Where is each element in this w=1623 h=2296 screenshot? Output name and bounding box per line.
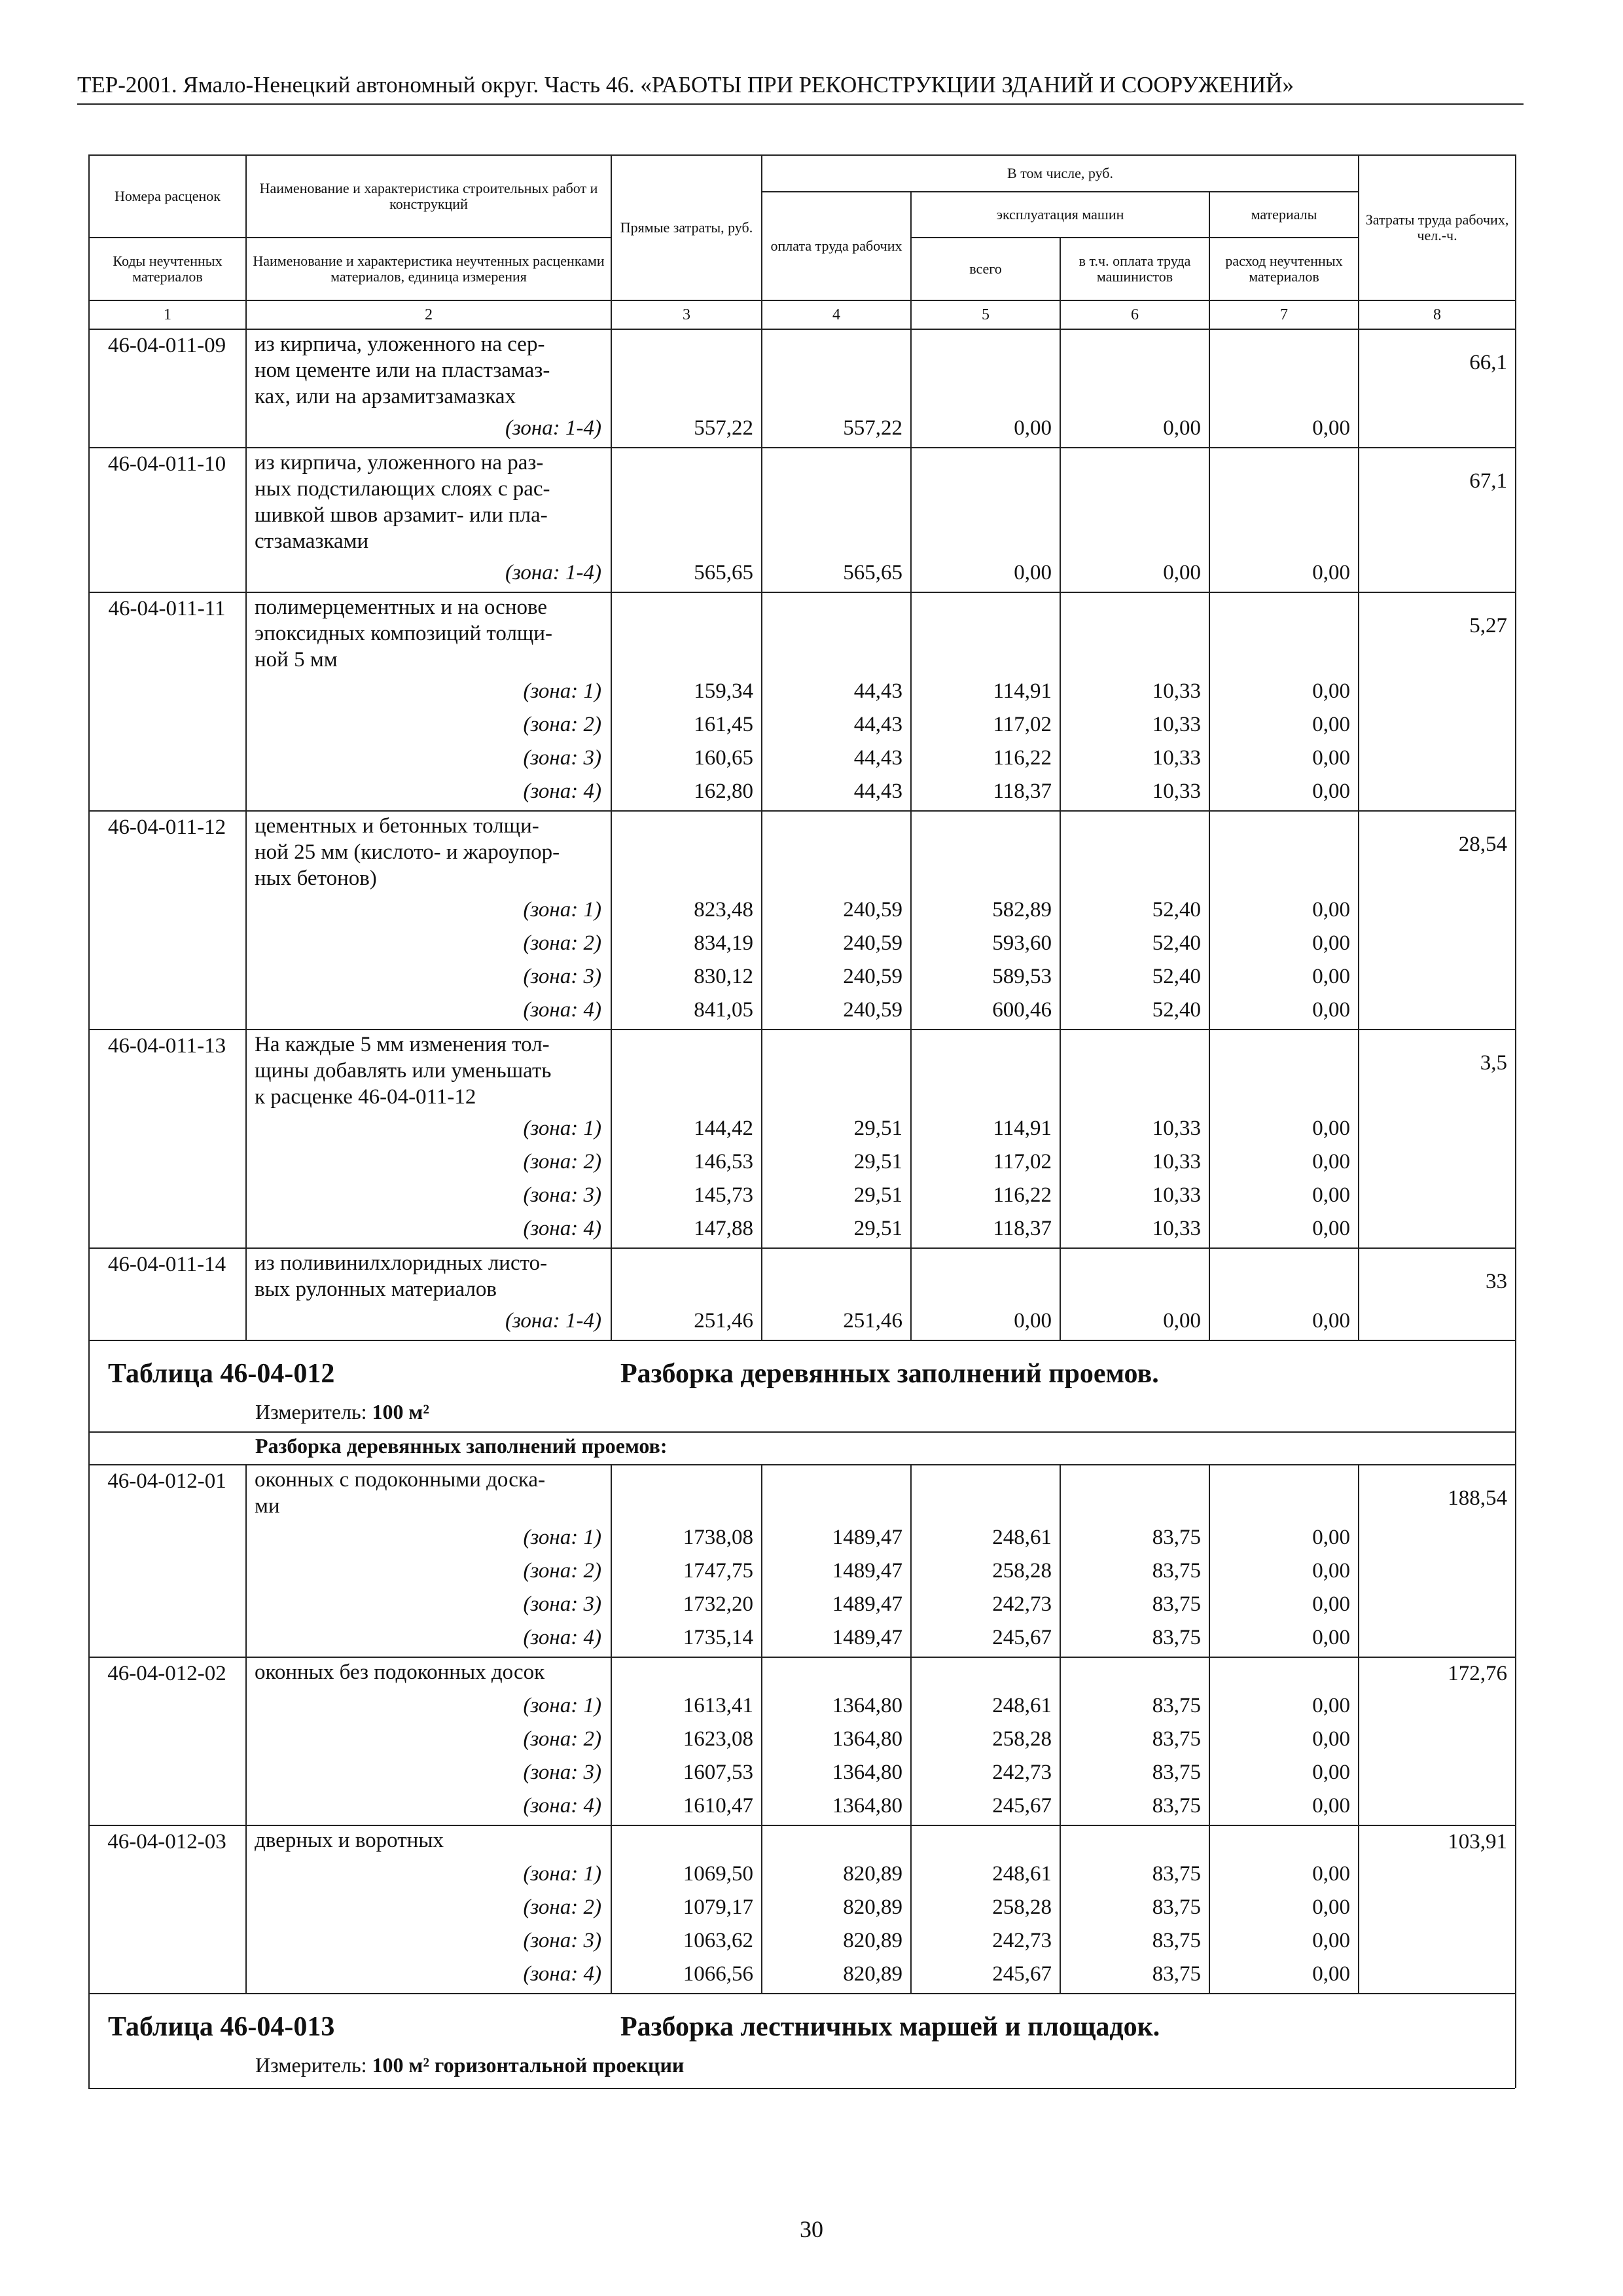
column-divider	[88, 1431, 90, 1464]
price-value: 1735,14	[683, 1626, 753, 1649]
row-divider	[88, 1825, 1515, 1826]
price-value: 600,46	[992, 998, 1052, 1022]
price-value: 1364,80	[832, 1794, 902, 1818]
zone-label: (зона: 3)	[523, 746, 601, 770]
price-value: 820,89	[843, 1962, 902, 1986]
column-divider	[910, 1464, 912, 1993]
rate-description: из кирпича, уложенного на раз-	[255, 451, 544, 475]
zone-label: (зона: 3)	[523, 1592, 601, 1616]
hdr-machines-total: всего	[911, 238, 1060, 300]
price-value: 10,33	[1152, 1150, 1201, 1174]
rate-description: эпоксидных композиций толщи-	[255, 622, 552, 645]
price-value: 29,51	[853, 1183, 902, 1207]
column-divider	[1358, 1464, 1359, 1993]
price-value: 240,59	[843, 898, 902, 922]
price-value: 0,00	[1312, 416, 1350, 440]
price-value: 1489,47	[832, 1592, 902, 1616]
column-divider	[88, 1340, 90, 1431]
row-divider	[88, 1464, 1515, 1465]
labor-cost: 5,27	[1469, 614, 1507, 637]
page-number: 30	[800, 2216, 823, 2242]
price-value: 1489,47	[832, 1526, 902, 1549]
col-number: 8	[1359, 300, 1516, 329]
price-value: 0,00	[1312, 679, 1350, 703]
zone-label: (зона: 2)	[523, 1895, 601, 1919]
col-number: 2	[246, 300, 611, 329]
price-value: 29,51	[853, 1150, 902, 1174]
price-value: 0,00	[1312, 1183, 1350, 1207]
meter-label: Измеритель:	[255, 1400, 372, 1424]
column-divider	[1209, 329, 1210, 1340]
rate-description: дверных и воротных	[255, 1829, 444, 1852]
price-value: 114,91	[993, 1117, 1052, 1140]
zone-label: (зона: 1)	[523, 1694, 601, 1717]
meter-value: 100 м²	[372, 1400, 429, 1424]
price-value: 248,61	[992, 1862, 1052, 1886]
hdr-material-codes: Коды неучтенных материалов	[89, 238, 246, 300]
zone-label: (зона: 1)	[523, 679, 601, 703]
hdr-machines: эксплуатация машин	[911, 192, 1209, 238]
price-value: 114,91	[993, 679, 1052, 703]
rate-description: вых рулонных материалов	[255, 1278, 497, 1301]
rate-description: ной 5 мм	[255, 648, 338, 672]
price-value: 83,75	[1152, 1526, 1201, 1549]
price-value: 1732,20	[683, 1592, 753, 1616]
col-number: 7	[1209, 300, 1359, 329]
rate-description: из кирпича, уложенного на сер-	[255, 332, 545, 356]
price-value: 1364,80	[832, 1761, 902, 1784]
price-value: 1738,08	[683, 1526, 753, 1549]
rate-code: 46-04-011-09	[107, 334, 226, 357]
price-value: 245,67	[992, 1794, 1052, 1818]
price-value: 146,53	[694, 1150, 753, 1174]
rate-description: ных бетонов)	[255, 867, 377, 890]
table-meter	[255, 2053, 684, 2077]
table-title: Разборка деревянных заполнений проемов.	[620, 1359, 1159, 1389]
column-divider	[1515, 329, 1516, 1340]
price-value: 0,00	[1312, 1117, 1350, 1140]
hdr-work-name: Наименование и характеристика строительных работ и конструкций	[246, 155, 611, 238]
rate-description: ной 25 мм (кислото- и жароупор-	[255, 840, 560, 864]
labor-cost: 188,54	[1448, 1486, 1507, 1510]
price-value: 240,59	[843, 931, 902, 955]
column-divider	[1358, 329, 1359, 1340]
price-value: 0,00	[1014, 561, 1052, 584]
price-value: 10,33	[1152, 713, 1201, 736]
price-value: 258,28	[992, 1895, 1052, 1919]
column-divider	[1515, 1993, 1516, 2088]
price-value: 10,33	[1152, 780, 1201, 803]
price-value: 834,19	[694, 931, 753, 955]
price-value: 1607,53	[683, 1761, 753, 1784]
column-divider	[761, 1464, 762, 1993]
price-value: 0,00	[1014, 1309, 1052, 1333]
table-id: Таблица 46-04-012	[108, 1359, 335, 1389]
price-value: 0,00	[1312, 1559, 1350, 1583]
price-value: 582,89	[992, 898, 1052, 922]
column-divider	[611, 1464, 612, 1993]
rate-code: 46-04-012-01	[107, 1469, 226, 1493]
zone-label: (зона: 3)	[523, 1183, 601, 1207]
price-value: 83,75	[1152, 1862, 1201, 1886]
price-value: 242,73	[992, 1761, 1052, 1784]
zone-label: (зона: 1-4)	[505, 561, 601, 584]
price-value: 240,59	[843, 998, 902, 1022]
zone-label: (зона: 1-4)	[505, 1309, 601, 1333]
price-value: 147,88	[694, 1217, 753, 1240]
row-divider	[88, 1993, 1515, 1994]
labor-cost: 28,54	[1458, 833, 1507, 856]
price-value: 1069,50	[683, 1862, 753, 1886]
price-value: 0,00	[1312, 1694, 1350, 1717]
price-value: 83,75	[1152, 1895, 1201, 1919]
hdr-direct-costs: Прямые затраты, руб.	[611, 155, 762, 300]
labor-cost: 103,91	[1448, 1830, 1507, 1854]
price-value: 83,75	[1152, 1929, 1201, 1952]
rate-code: 46-04-011-10	[107, 452, 226, 476]
price-value: 823,48	[694, 898, 753, 922]
price-value: 83,75	[1152, 1962, 1201, 1986]
price-value: 1066,56	[683, 1962, 753, 1986]
price-value: 83,75	[1152, 1626, 1201, 1649]
price-value: 1364,80	[832, 1727, 902, 1751]
rate-description: ных подстилающих слоях с рас-	[255, 477, 550, 501]
column-divider	[1060, 329, 1061, 1340]
hdr-material-usage: расход неучтенных материалов	[1209, 238, 1359, 300]
price-value: 565,65	[843, 561, 902, 584]
price-value: 1489,47	[832, 1626, 902, 1649]
rate-description: ках, или на арзамитзамазках	[255, 385, 516, 408]
price-value: 44,43	[853, 780, 902, 803]
rate-description: оконных без подоконных досок	[255, 1660, 545, 1684]
zone-label: (зона: 1)	[523, 1117, 601, 1140]
hdr-materials: материалы	[1209, 192, 1359, 238]
price-value: 117,02	[993, 1150, 1052, 1174]
price-value: 117,02	[993, 713, 1052, 736]
price-value: 820,89	[843, 1895, 902, 1919]
col-number: 1	[89, 300, 246, 329]
section-title: Разборка деревянных заполнений проемов:	[255, 1434, 668, 1458]
zone-label: (зона: 4)	[523, 1794, 601, 1818]
column-divider	[611, 329, 612, 1340]
price-value: 242,73	[992, 1929, 1052, 1952]
price-value: 820,89	[843, 1929, 902, 1952]
price-value: 118,37	[993, 1217, 1052, 1240]
column-divider	[761, 329, 762, 1340]
price-value: 0,00	[1312, 1150, 1350, 1174]
price-value: 83,75	[1152, 1694, 1201, 1717]
rate-code: 46-04-011-12	[107, 816, 226, 839]
price-value: 1079,17	[683, 1895, 753, 1919]
zone-label: (зона: 1)	[523, 1526, 601, 1549]
zone-label: (зона: 1)	[523, 1862, 601, 1886]
price-value: 160,65	[694, 746, 753, 770]
price-value: 116,22	[993, 1183, 1052, 1207]
column-divider	[1060, 1464, 1061, 1993]
rate-description: из поливинилхлоридных листо-	[255, 1251, 548, 1275]
price-value: 0,00	[1312, 1626, 1350, 1649]
zone-label: (зона: 4)	[523, 1962, 601, 1986]
price-value: 248,61	[992, 1694, 1052, 1717]
price-value: 242,73	[992, 1592, 1052, 1616]
price-value: 1063,62	[683, 1929, 753, 1952]
price-value: 116,22	[993, 746, 1052, 770]
price-value: 83,75	[1152, 1559, 1201, 1583]
price-value: 589,53	[992, 965, 1052, 988]
rate-description: шивкой швов арзамит- или пла-	[255, 503, 548, 527]
hdr-rate-numbers: Номера расценок	[89, 155, 246, 238]
meter-value: 100 м² горизонтальной проекции	[372, 2053, 685, 2077]
price-value: 0,00	[1312, 1895, 1350, 1919]
rate-description: На каждые 5 мм изменения тол-	[255, 1033, 550, 1056]
price-value: 10,33	[1152, 1117, 1201, 1140]
row-divider	[88, 447, 1515, 448]
rate-description: цементных и бетонных толщи-	[255, 814, 539, 838]
rate-description: щины добавлять или уменьшать	[255, 1059, 552, 1083]
price-value: 0,00	[1312, 1962, 1350, 1986]
price-value: 248,61	[992, 1526, 1052, 1549]
rate-code: 46-04-012-02	[107, 1662, 226, 1685]
labor-cost: 66,1	[1469, 351, 1507, 374]
labor-cost: 67,1	[1469, 469, 1507, 493]
rate-description: стзамазками	[255, 529, 369, 553]
column-divider	[910, 329, 912, 1340]
page-header: ТЕР-2001. Ямало-Ненецкий автономный округ. Часть 46. «РАБОТЫ ПРИ РЕКОНСТРУКЦИИ ЗДАНИЙ И СООРУЖЕНИЙ»	[77, 72, 1524, 105]
hdr-machinist-pay: в т.ч. оплата труда машинистов	[1060, 238, 1209, 300]
price-value: 830,12	[694, 965, 753, 988]
price-value: 0,00	[1163, 1309, 1201, 1333]
price-value: 557,22	[694, 416, 753, 440]
price-value: 820,89	[843, 1862, 902, 1886]
rate-code: 46-04-011-11	[108, 597, 226, 620]
price-value: 0,00	[1014, 416, 1052, 440]
col-number: 4	[762, 300, 911, 329]
price-value: 144,42	[694, 1117, 753, 1140]
meter-label: Измеритель:	[255, 2053, 372, 2077]
price-value: 10,33	[1152, 746, 1201, 770]
price-value: 44,43	[853, 679, 902, 703]
price-value: 841,05	[694, 998, 753, 1022]
col-number: 3	[611, 300, 762, 329]
price-value: 52,40	[1152, 965, 1201, 988]
rate-code: 46-04-012-03	[107, 1830, 226, 1854]
row-divider	[88, 592, 1515, 593]
zone-label: (зона: 1)	[523, 898, 601, 922]
column-divider	[245, 1464, 247, 1993]
price-value: 52,40	[1152, 998, 1201, 1022]
price-value: 29,51	[853, 1117, 902, 1140]
price-value: 245,67	[992, 1962, 1052, 1986]
price-value: 565,65	[694, 561, 753, 584]
labor-cost: 3,5	[1480, 1051, 1507, 1075]
price-value: 44,43	[853, 713, 902, 736]
price-value: 10,33	[1152, 1217, 1201, 1240]
hdr-labor: Затраты труда рабочих, чел.-ч.	[1359, 155, 1516, 300]
price-value: 1747,75	[683, 1559, 753, 1583]
rate-description: полимерцементных и на основе	[255, 596, 548, 619]
zone-label: (зона: 3)	[523, 1761, 601, 1784]
zone-label: (зона: 4)	[523, 998, 601, 1022]
price-value: 0,00	[1312, 1526, 1350, 1549]
row-divider	[88, 810, 1515, 812]
price-value: 10,33	[1152, 1183, 1201, 1207]
column-divider	[1209, 1464, 1210, 1993]
price-value: 0,00	[1163, 416, 1201, 440]
zone-label: (зона: 3)	[523, 1929, 601, 1952]
zone-label: (зона: 2)	[523, 1559, 601, 1583]
zone-label: (зона: 3)	[523, 965, 601, 988]
row-divider	[88, 1657, 1515, 1658]
zone-label: (зона: 2)	[523, 1727, 601, 1751]
price-value: 557,22	[843, 416, 902, 440]
price-value: 258,28	[992, 1559, 1052, 1583]
price-value: 145,73	[694, 1183, 753, 1207]
table-meter	[255, 1400, 429, 1424]
table-id: Таблица 46-04-013	[108, 2012, 335, 2042]
price-value: 0,00	[1312, 1761, 1350, 1784]
column-divider	[88, 329, 90, 1340]
price-value: 0,00	[1312, 746, 1350, 770]
price-value: 0,00	[1312, 898, 1350, 922]
price-value: 52,40	[1152, 898, 1201, 922]
row-divider	[88, 1247, 1515, 1249]
hdr-worker-pay: оплата труда рабочих	[762, 192, 911, 300]
hdr-including: В том числе, руб.	[762, 155, 1359, 192]
zone-label: (зона: 4)	[523, 780, 601, 803]
price-value: 251,46	[694, 1309, 753, 1333]
row-divider	[88, 2088, 1515, 2089]
zone-label: (зона: 4)	[523, 1626, 601, 1649]
price-value: 245,67	[992, 1626, 1052, 1649]
rate-description: ми	[255, 1494, 280, 1518]
price-value: 1623,08	[683, 1727, 753, 1751]
labor-cost: 33	[1486, 1270, 1507, 1293]
price-value: 83,75	[1152, 1761, 1201, 1784]
price-value: 0,00	[1312, 1309, 1350, 1333]
column-divider	[245, 329, 247, 1340]
zone-label: (зона: 2)	[523, 713, 601, 736]
column-divider	[88, 1993, 90, 2088]
price-value: 0,00	[1312, 998, 1350, 1022]
hdr-material-names: Наименование и характеристика неучтенных расценками материалов, единица измерения	[246, 238, 611, 300]
price-value: 0,00	[1312, 1862, 1350, 1886]
column-divider	[1515, 1431, 1516, 1464]
zone-label: (зона: 2)	[523, 1150, 601, 1174]
price-value: 1489,47	[832, 1559, 902, 1583]
col-number: 5	[911, 300, 1060, 329]
price-value: 44,43	[853, 746, 902, 770]
price-value: 83,75	[1152, 1794, 1201, 1818]
price-value: 0,00	[1312, 1929, 1350, 1952]
price-value: 0,00	[1312, 1217, 1350, 1240]
row-divider	[88, 1029, 1515, 1030]
price-value: 29,51	[853, 1217, 902, 1240]
price-value: 1364,80	[832, 1694, 902, 1717]
table-title: Разборка лестничных маршей и площадок.	[620, 2012, 1160, 2042]
price-value: 1613,41	[683, 1694, 753, 1717]
price-value: 251,46	[843, 1309, 902, 1333]
rate-code: 46-04-011-13	[107, 1034, 226, 1058]
price-value: 0,00	[1312, 965, 1350, 988]
column-divider	[88, 1464, 90, 1993]
price-value: 10,33	[1152, 679, 1201, 703]
price-value: 83,75	[1152, 1592, 1201, 1616]
rate-description: ном цементе или на пластзамаз-	[255, 359, 550, 382]
price-value: 240,59	[843, 965, 902, 988]
zone-label: (зона: 2)	[523, 931, 601, 955]
header-table	[88, 154, 1516, 330]
price-value: 83,75	[1152, 1727, 1201, 1751]
price-value: 52,40	[1152, 931, 1201, 955]
price-value: 0,00	[1312, 1727, 1350, 1751]
rate-description: к расценке 46-04-011-12	[255, 1085, 476, 1109]
labor-cost: 172,76	[1448, 1662, 1507, 1685]
price-value: 593,60	[992, 931, 1052, 955]
col-number: 6	[1060, 300, 1209, 329]
price-value: 118,37	[993, 780, 1052, 803]
price-value: 0,00	[1163, 561, 1201, 584]
zone-label: (зона: 4)	[523, 1217, 601, 1240]
row-divider	[88, 1431, 1515, 1433]
price-value: 159,34	[694, 679, 753, 703]
zone-label: (зона: 1-4)	[505, 416, 601, 440]
price-value: 161,45	[694, 713, 753, 736]
rate-description: оконных с подоконными доска-	[255, 1468, 546, 1492]
price-value: 0,00	[1312, 1794, 1350, 1818]
price-value: 0,00	[1312, 1592, 1350, 1616]
row-divider	[88, 1340, 1515, 1341]
price-value: 258,28	[992, 1727, 1052, 1751]
price-value: 0,00	[1312, 780, 1350, 803]
column-divider	[1515, 1340, 1516, 1431]
price-value: 0,00	[1312, 713, 1350, 736]
price-value: 162,80	[694, 780, 753, 803]
rate-code: 46-04-011-14	[107, 1253, 226, 1276]
price-value: 0,00	[1312, 561, 1350, 584]
price-value: 1610,47	[683, 1794, 753, 1818]
column-divider	[1515, 1464, 1516, 1993]
price-value: 0,00	[1312, 931, 1350, 955]
